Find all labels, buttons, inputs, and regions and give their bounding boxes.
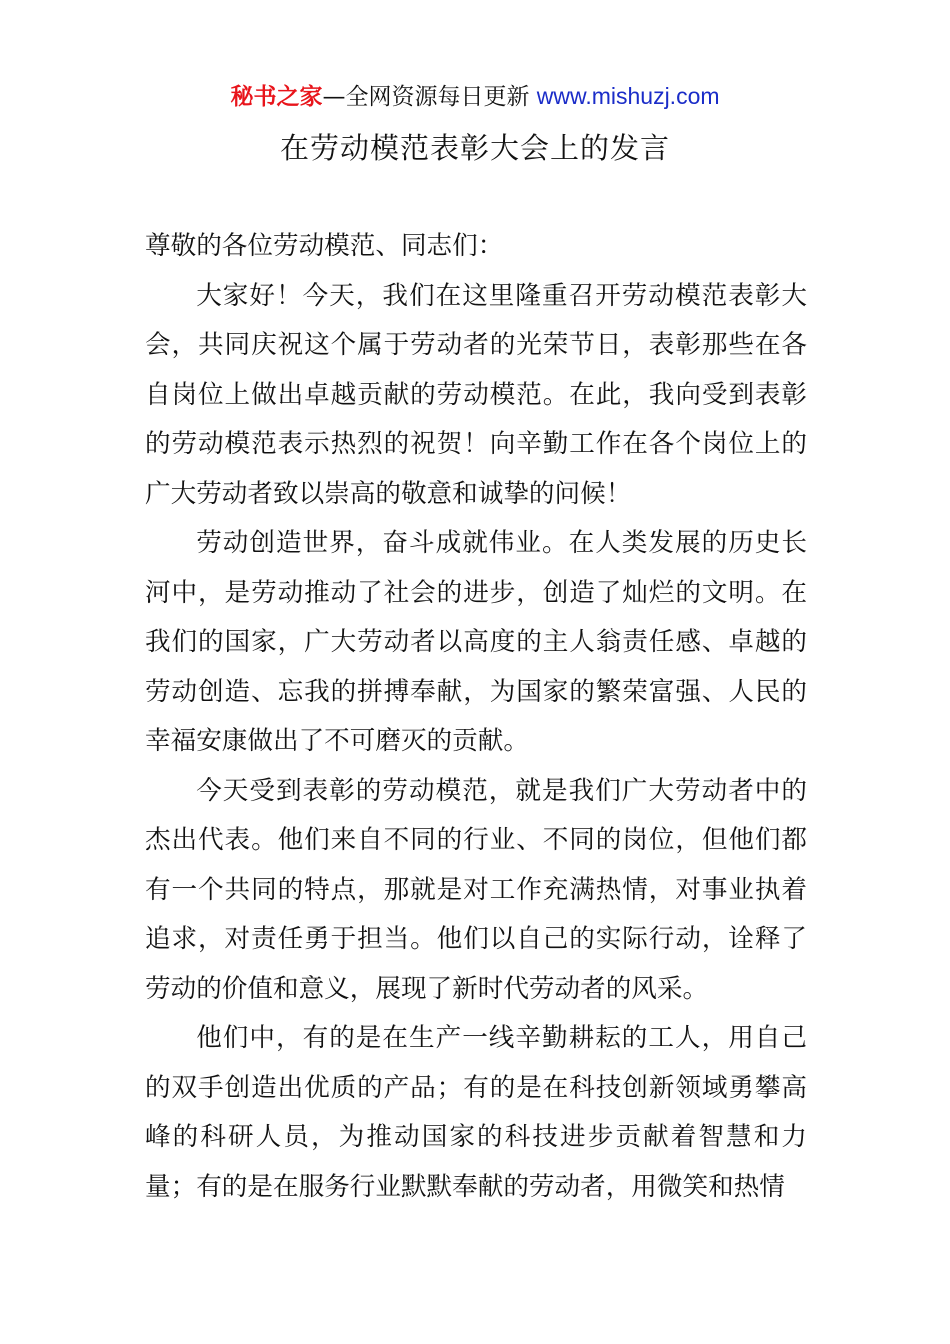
site-url-link[interactable]: www.mishuzj.com xyxy=(536,83,720,109)
paragraph: 大家好！今天，我们在这里隆重召开劳动模范表彰大会，共同庆祝这个属于劳动者的光荣节日，表彰那些在各自岗位上做出卓越贡献的劳动模范。在此，我向受到表彰的劳动模范表示热烈的祝贺！向辛勤工作在各个岗位上的广大劳动者致以崇高的敬意和诚挚的问候！ xyxy=(145,280,807,509)
paragraph: 他们中，有的是在生产一线辛勤耕耘的工人，用自己的双手创造出优质的产品；有的是在科技创新领域勇攀高峰的科研人员，为推动国家的科技进步贡献着智慧和力量；有的是在服务行业默默奉献的劳动者，用微笑和热情 xyxy=(145,1023,807,1202)
paragraph: 劳动创造世界，奋斗成就伟业。在人类发展的历史长河中，是劳动推动了社会的进步，创造了灿烂的文明。在我们的国家，广大劳动者以高度的主人翁责任感、卓越的劳动创造、忘我的拼搏奉献，为国家的繁荣富强、人民的幸福安康做出了不可磨灭的贡献。 xyxy=(145,528,807,756)
salutation: 尊敬的各位劳动模范、同志们： xyxy=(145,231,504,261)
site-header xyxy=(0,80,950,113)
document-body xyxy=(145,222,807,1212)
site-brand: 秘书之家 xyxy=(230,84,323,110)
site-tagline: —全网资源每日更新 xyxy=(322,84,530,110)
paragraph: 今天受到表彰的劳动模范，就是我们广大劳动者中的杰出代表。他们来自不同的行业、不同的岗位，但他们都有一个共同的特点，那就是对工作充满热情，对事业执着追求，对责任勇于担当。他们以自己的实际行动，诠释了劳动的价值和意义，展现了新时代劳动者的风采。 xyxy=(145,775,807,1004)
document-title: 在劳动模范表彰大会上的发言 xyxy=(279,131,670,165)
